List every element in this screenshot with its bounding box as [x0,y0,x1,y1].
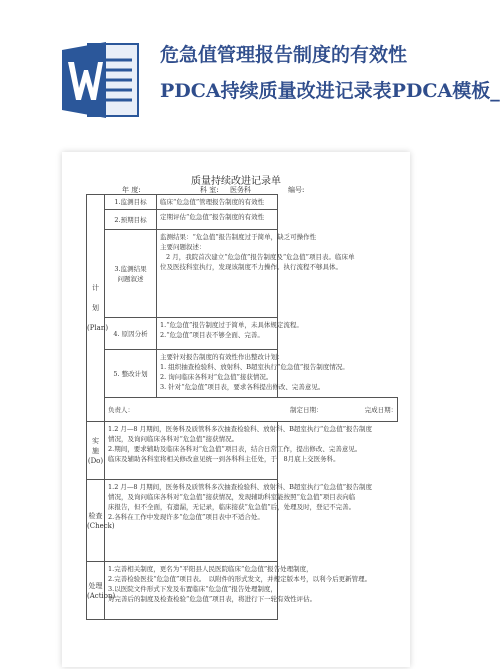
text-line: 1.2 月—8 月期间，医务科及质管科多次抽查检验科、放射科、B超室执行“危急值”报告制度 [108,483,373,491]
text-line: 1.完善相关制度，更名为“平阳县人民医院临床“危急值”报告处理制度， [108,565,313,573]
document-title-line1: 危急值管理报告制度的有效性 [160,44,408,66]
text-line: 临床“危急值”管理报告制度的有效性 [160,198,265,206]
text-line: 临床及辅助各科室将相关修改意见统一到各科科主任处，于 8月底上交医务科。 [108,455,340,463]
text-line: 1.“危急值”报告制度过于简单，未具体规定流程。 [160,321,303,329]
word-document-icon [62,40,140,120]
text-line: 定期评估“危急值”报告制度的有效性 [160,213,265,221]
plan-footer-row [87,398,398,422]
label-line: (Plan) [87,324,109,332]
done-date-label: 完成日期： [364,405,398,414]
plan-row-1 [87,195,398,210]
pdca-record-table [86,194,398,620]
label-line: (Do) [87,456,104,465]
label-line: 问题叙述 [117,274,144,283]
label-line: 处理 [88,581,103,590]
plan-row-3 [87,230,398,318]
text-line: 1. 组织抽查检验科、放射科、B超室执行“危急值”报告制度情况。 [160,363,349,371]
plan-dates [277,398,398,422]
label-line: 实 [92,436,99,445]
plan-row-2 [87,210,398,230]
check-content [105,480,373,562]
label-line: 划 [92,304,99,312]
plan-content [157,195,278,210]
text-line: 主要针对报告制度的有效性作出整改计划： [160,353,284,361]
text-line: 位及医技科室执行，发现该制度不力操作。执行流程不够具体。 [160,263,342,271]
act-content [105,562,372,620]
text-line: 2.“危急值”项目表不够全面、完善。 [160,331,264,339]
dept-label: 科 室: [200,186,219,194]
label-line: 4. 原因分析 [113,329,148,338]
text-line: 情况，及询问临床各科对“危急值”接获情况，发现辅助科室能按照“危急值”项目表向临 [108,493,356,501]
label-line: 检查 [88,511,103,520]
plan-content [157,210,278,230]
plan-row-5 [87,350,398,398]
text-line: 2.期间，要求辅助及临床各科对“危急值”项目表，结合日常工作，提出修改、完善意见。 [108,445,362,453]
form-page [62,152,410,667]
label-line: 施 [92,446,99,455]
text-line: 2.完善检验医技“危急值”项目表。 以附件的形式发文，并规定版本号，以利今后更新管理。 [108,575,372,583]
label-line: 3.监测结果 [114,264,147,273]
text-line: 2. 询问临床各科对“危急值”接获情况。 [160,373,273,381]
label-line: (Check) [87,521,115,530]
plan-owner [105,398,278,422]
check-row [87,480,398,562]
do-phase-label [87,422,105,480]
dept-value: 医务科 [230,186,251,194]
plan-content [157,318,303,350]
text-line: 监测结果：“危急值”报告制度过于简单，缺乏可操作性 [160,233,317,241]
text-line: 对完善后的制度及检查检验“危急值”项目表，将进行下一轮有效性评估。 [108,595,317,603]
form-title: 质量持续改进记录单 [191,176,281,187]
label-line [87,293,104,303]
label-line: 计 [92,284,99,292]
label-line [87,313,104,323]
plan-phase-label [87,195,109,422]
plan-item [105,210,157,230]
act-row [87,562,398,620]
plan-item [105,318,157,350]
act-phase-label [87,562,116,620]
do-content [105,422,373,480]
label-line: 2.预期目标 [114,215,147,224]
plan-item [105,230,157,318]
label-line: 5. 整改计划 [113,369,148,378]
text-line: 情况，及询问临床各科对“危急值”接获情况。 [108,435,239,443]
text-line: 2.各科在工作中发现许多“危急值”项目表中不适合处。 [108,513,264,521]
label-line: (Action) [87,591,116,600]
do-row [87,422,398,480]
text-line: 3.以医院文件形式下发及布置临床“危急值”报告处理制度， [108,585,277,593]
text-line: 床报告，但不全面，有遗漏，无记录，临床接获“危急值”后，处理及时，登记不完善。 [108,503,356,511]
text-line: 3. 针对“危急值”项目表，要求各科提出修改、完善意见。 [160,383,325,391]
text-line: 2 月，我院首次建立“危急值”报告制度及“危急值”项目表。临床单 [166,253,355,261]
document-header [0,0,500,115]
set-date-label: 制定日期： [290,405,323,414]
plan-content [157,230,355,318]
text-line: 主要问题叙述： [160,243,206,251]
plan-item [105,350,157,398]
document-title-line2: PDCA持续质量改进记录表PDCA模板_ [160,80,500,102]
year-label: 年 度: [122,186,141,194]
plan-row-4 [87,318,398,350]
plan-item [105,195,157,210]
check-phase-label [87,480,115,562]
text-line: 1.2 月—8 月期间，医务科及质管科多次抽查检验科、放射科、B超室执行“危急值”报告制度 [108,425,373,433]
plan-content [157,350,349,398]
number-label: 编号: [288,186,305,194]
label-line: 1.监测目标 [114,198,147,206]
owner-label: 负责人： [108,405,134,414]
